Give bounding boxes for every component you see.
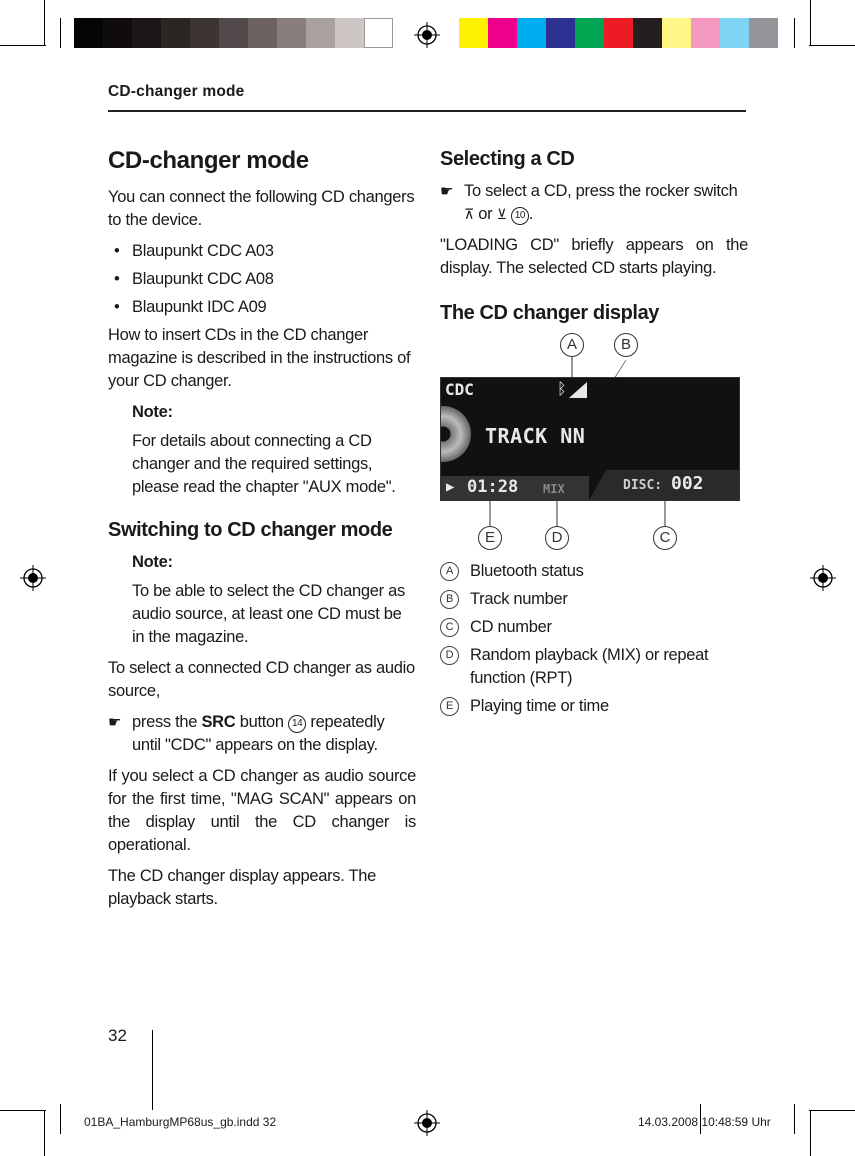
legend-text: Playing time or time xyxy=(470,697,609,715)
list-item: • Blaupunkt CDC A08 xyxy=(108,268,416,291)
pointing-hand-icon: ☛ xyxy=(108,714,122,731)
display-appears-text: The CD changer display appears. The playback starts. xyxy=(108,867,377,908)
slug-file: 01BA_HamburgMP68us_gb.indd 32 xyxy=(84,1115,277,1129)
step-pre: press the xyxy=(132,713,198,731)
bluetooth-icon: ᛒ xyxy=(557,379,567,398)
color-swatch xyxy=(517,18,546,48)
crop-mark xyxy=(794,1104,795,1134)
loading-text: "LOADING CD" briefly appears on the display. The selected CD starts playing. xyxy=(440,236,748,277)
note-text: For details about connecting a CD changer and the required settings, please read the chapter "AUX mode". xyxy=(132,432,396,496)
button-number-badge: 14 xyxy=(288,715,306,733)
crop-mark xyxy=(44,0,45,46)
legend-item xyxy=(440,695,750,718)
legend-text: Bluetooth status xyxy=(470,562,584,580)
note-box xyxy=(108,551,416,649)
color-swatch xyxy=(132,18,161,48)
crop-mark xyxy=(794,18,795,48)
step-after: repeatedly until "CDC" appears on the display. xyxy=(132,713,385,754)
display-legend xyxy=(440,560,750,723)
first-time-text: If you select a CD changer as audio source for the first time, "MAG SCAN" appears on the display until the CD changer is operational. xyxy=(108,767,416,854)
lcd-mix: MIX xyxy=(543,482,565,496)
legend-letter: E xyxy=(440,697,459,716)
crop-mark xyxy=(809,45,855,46)
changer-list xyxy=(108,240,416,319)
list-item: • Blaupunkt CDC A03 xyxy=(108,240,416,263)
color-swatch xyxy=(749,18,778,48)
color-swatch xyxy=(74,18,103,48)
crop-mark xyxy=(0,1110,46,1111)
crop-mark xyxy=(60,18,61,48)
intro-text: You can connect the following CD changers to the device. xyxy=(108,188,415,229)
legend-item xyxy=(440,616,750,639)
header-rule xyxy=(108,110,746,112)
slug-date: 14.03.2008 10:48:59 Uhr xyxy=(638,1115,771,1129)
color-swatch xyxy=(604,18,633,48)
legend-item xyxy=(440,588,750,611)
color-swatch xyxy=(575,18,604,48)
instruction-step: ☛ To select a CD, press the rocker switch ⊼ or ⊻ 10 . xyxy=(440,180,748,226)
color-swatch xyxy=(633,18,662,48)
registration-mark-icon xyxy=(414,22,440,48)
callout-a: A xyxy=(560,333,584,357)
insert-text: How to insert CDs in the CD changer magazine is described in the instructions of your CD changer. xyxy=(108,326,411,390)
color-swatch xyxy=(335,18,364,48)
registration-mark-icon xyxy=(810,565,836,591)
color-swatch xyxy=(662,18,691,48)
crop-mark xyxy=(0,45,46,46)
callout-c: C xyxy=(653,526,677,550)
signal-icon xyxy=(569,382,587,398)
legend-item xyxy=(440,560,750,583)
lcd-disc-number: 002 xyxy=(671,473,704,494)
lcd-track: TRACK NN xyxy=(485,424,586,448)
color-swatch xyxy=(720,18,749,48)
registration-mark-icon xyxy=(414,1110,440,1136)
lcd-bottom-bar-right xyxy=(589,470,740,500)
callout-e: E xyxy=(478,526,502,550)
rocker-down-icon: ⊻ xyxy=(496,206,507,222)
cd-changer-display xyxy=(440,377,740,501)
color-swatch xyxy=(546,18,575,48)
select-text: To select a connected CD changer as audio source, xyxy=(108,659,415,700)
lcd-time: 01:28 xyxy=(467,477,519,497)
crop-mark xyxy=(810,0,811,46)
or-text: or xyxy=(478,205,493,223)
step-post: button xyxy=(239,713,284,731)
color-swatch xyxy=(219,18,248,48)
callout-d: D xyxy=(545,526,569,550)
color-swatch xyxy=(277,18,306,48)
callout-b: B xyxy=(614,333,638,357)
legend-letter: C xyxy=(440,618,459,637)
page-title: CD-changer mode xyxy=(108,147,309,174)
section-title: Switching to CD changer mode xyxy=(108,519,393,541)
legend-letter: D xyxy=(440,646,459,665)
note-title: Note: xyxy=(132,403,173,421)
color-swatch xyxy=(364,18,393,48)
note-title: Note: xyxy=(132,553,173,571)
play-icon: ▶ xyxy=(446,479,455,495)
running-head: CD-changer mode xyxy=(108,83,245,100)
page-number: 32 xyxy=(108,1026,127,1045)
section-title: Selecting a CD xyxy=(440,148,575,170)
color-swatch xyxy=(306,18,335,48)
crop-mark xyxy=(44,1110,45,1156)
legend-item xyxy=(440,644,750,690)
instruction-step xyxy=(108,711,416,757)
left-column xyxy=(108,146,416,919)
legend-text: CD number xyxy=(470,618,552,636)
color-swatch xyxy=(161,18,190,48)
lcd-source: CDC xyxy=(445,380,474,399)
crop-mark xyxy=(810,1110,811,1156)
color-swatch xyxy=(488,18,517,48)
note-box xyxy=(108,401,416,499)
section-title: The CD changer display xyxy=(440,302,660,324)
legend-letter: A xyxy=(440,562,459,581)
registration-mark-icon xyxy=(20,565,46,591)
color-swatch xyxy=(190,18,219,48)
pointing-hand-icon: ☛ xyxy=(440,183,454,200)
cd-disc-icon xyxy=(440,406,471,462)
crop-mark xyxy=(152,1030,153,1110)
color-swatch xyxy=(459,18,488,48)
legend-text: Random playback (MIX) or repeat function (RPT) xyxy=(470,646,709,687)
crop-mark xyxy=(60,1104,61,1134)
rocker-up-icon: ⊼ xyxy=(464,206,474,222)
button-number-badge: 10 xyxy=(511,207,529,225)
crop-mark xyxy=(809,1110,855,1111)
right-column xyxy=(440,146,748,334)
color-swatch xyxy=(248,18,277,48)
lcd-disc-label: DISC: xyxy=(623,478,663,493)
legend-letter: B xyxy=(440,590,459,609)
src-key-label: SRC xyxy=(201,713,236,731)
select-step-text: To select a CD, press the rocker switch xyxy=(464,182,738,200)
note-text: To be able to select the CD changer as audio source, at least one CD must be in the magazine. xyxy=(132,582,405,646)
color-swatch xyxy=(103,18,132,48)
legend-text: Track number xyxy=(470,590,568,608)
color-swatch xyxy=(691,18,720,48)
list-item: • Blaupunkt IDC A09 xyxy=(108,296,416,319)
